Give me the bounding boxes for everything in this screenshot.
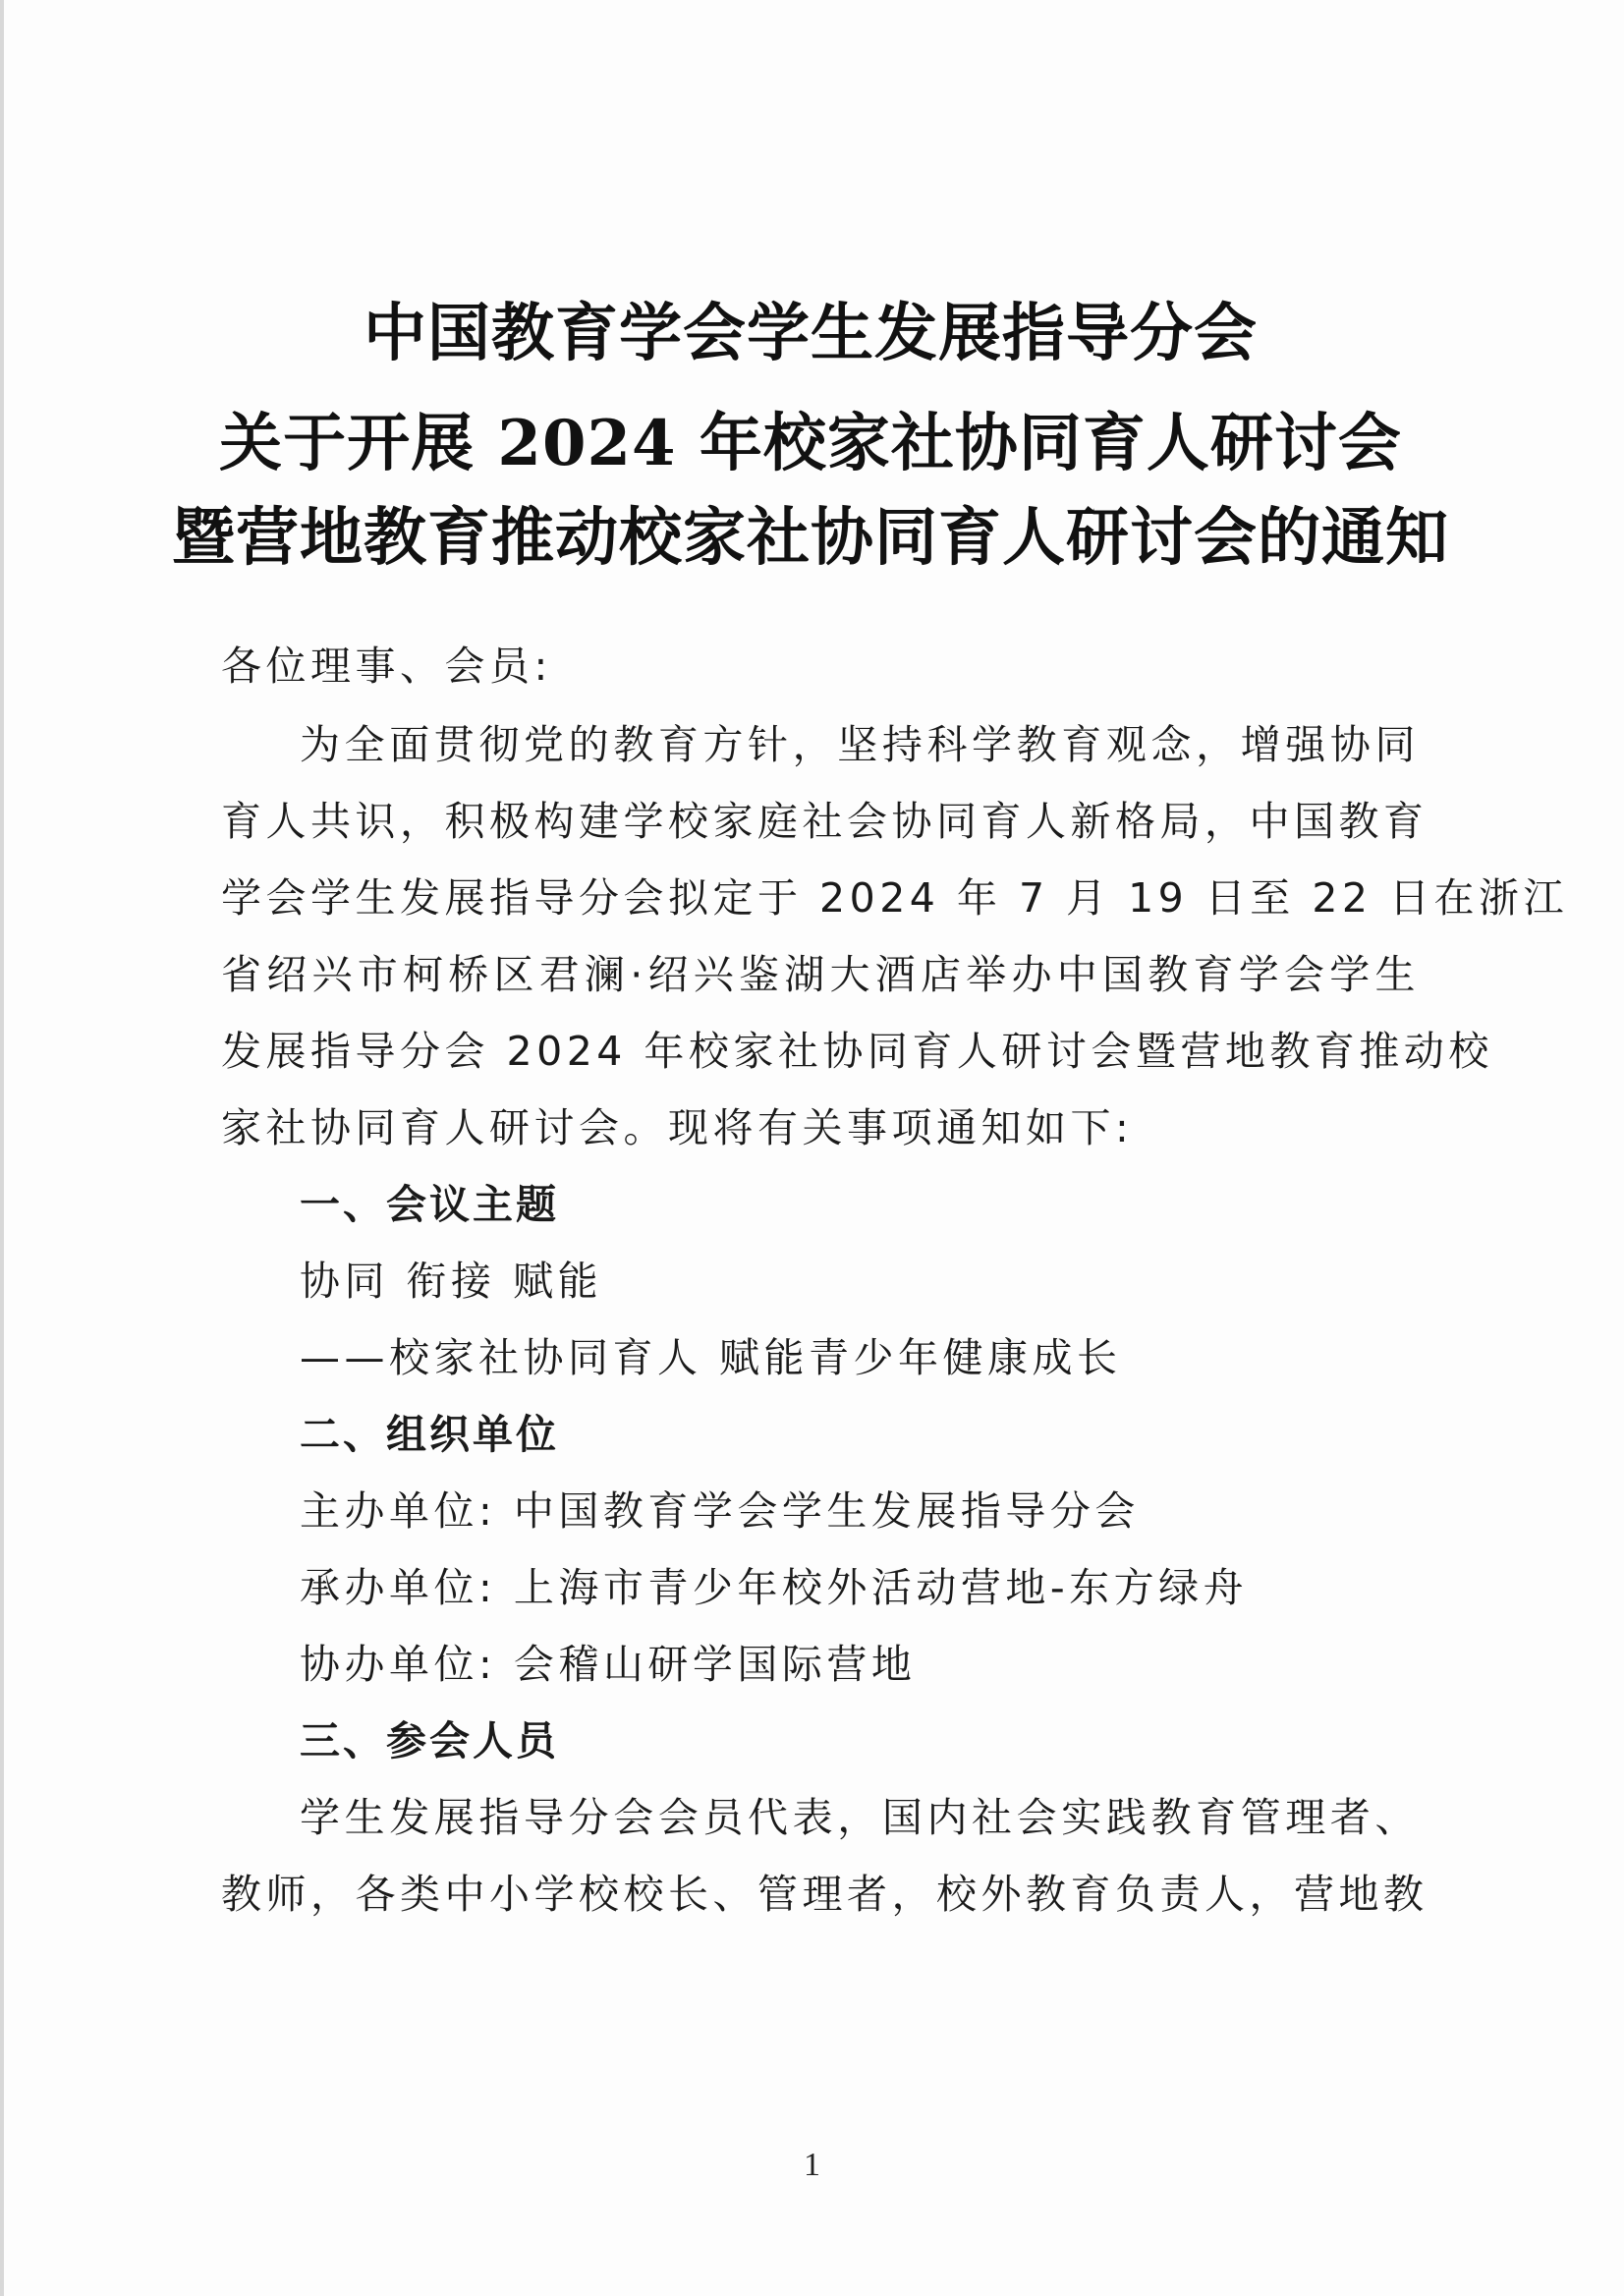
intro-line-1: 为全面贯彻党的教育方针，坚持科学教育观念，增强协同 xyxy=(300,721,1420,768)
scan-edge xyxy=(0,0,4,2296)
organizer-unit: 承办单位: 上海市青少年校外活动营地-东方绿舟 xyxy=(300,1564,1249,1611)
section3-heading: 三、参会人员 xyxy=(300,1717,559,1764)
intro-line-6: 家社协同育人研讨会。现将有关事项通知如下: xyxy=(221,1104,1134,1151)
page-number: 1 xyxy=(804,2147,820,2183)
intro-line-2: 育人共识，积极构建学校家庭社会协同育人新格局，中国教育 xyxy=(221,798,1428,845)
salutation: 各位理事、会员: xyxy=(221,643,552,690)
attendees-line-1: 学生发展指导分会会员代表，国内社会实践教育管理者、 xyxy=(300,1794,1420,1841)
attendees-line-2: 教师，各类中小学校校长、管理者，校外教育负责人，营地教 xyxy=(221,1871,1428,1918)
intro-line-4: 省绍兴市柯桥区君澜·绍兴鉴湖大酒店举办中国教育学会学生 xyxy=(221,951,1420,998)
title-line-1: 中国教育学会学生发展指导分会 xyxy=(364,297,1258,370)
intro-line-3: 学会学生发展指导分会拟定于 2024 年 7 月 19 日至 22 日在浙江 xyxy=(221,874,1569,922)
section1-heading: 一、会议主题 xyxy=(300,1181,559,1228)
meeting-subtheme: ——校家社协同育人 赋能青少年健康成长 xyxy=(300,1334,1122,1381)
section2-heading: 二、组织单位 xyxy=(300,1411,559,1458)
title-line-3: 暨营地教育推动校家社协同育人研讨会的通知 xyxy=(172,501,1449,575)
intro-line-5: 发展指导分会 2024 年校家社协同育人研讨会暨营地教育推动校 xyxy=(221,1028,1493,1075)
host-unit: 主办单位: 中国教育学会学生发展指导分会 xyxy=(300,1487,1140,1535)
co-organizer-unit: 协办单位: 会稽山研学国际营地 xyxy=(300,1641,917,1688)
title-line-2: 关于开展 2024 年校家社协同育人研讨会 xyxy=(219,407,1402,480)
meeting-theme: 协同 衔接 赋能 xyxy=(300,1258,603,1305)
